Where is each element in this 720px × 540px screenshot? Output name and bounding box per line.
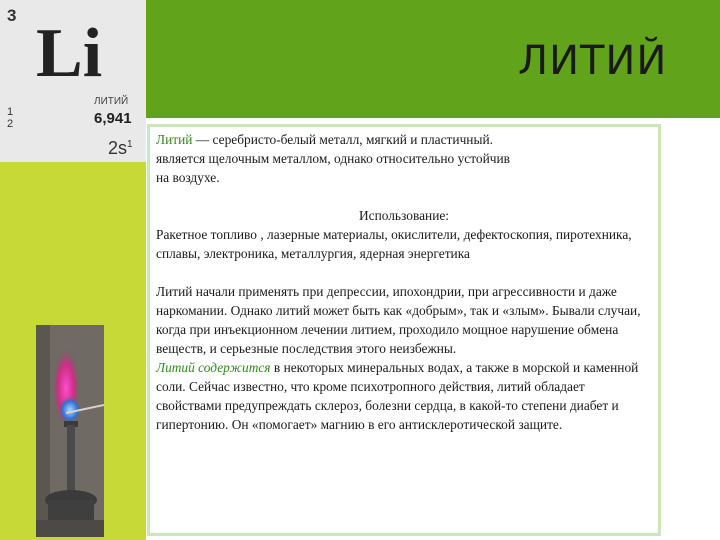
- content-text-box: [147, 124, 661, 536]
- contains-paragraph: [156, 358, 652, 434]
- contains-text: в некоторых минеральных водах, а также в морской и каменной соли. Сейчас известно, что кроме психотропного действия, литий обладает свойствами предупреждать склероз, болезни сердца, в какой-то степени диабет и гипертонию. Он «помогает» магнию в его антисклеротической защите.: [156, 360, 639, 432]
- contains-label: Литий содержится: [156, 360, 271, 375]
- medical-paragraph: Литий начали применять при депрессии, ипохондрии, при агрессивности и даже наркомании. Однако литий может быть как «добрым», так и «злым». Бывали случаи, когда при инъекционном лечении литием, проходило мощное нарушение обмена веществ, и серьезные последствия этого неизбежны.: [156, 284, 641, 356]
- slide-title: ЛИТИЙ: [518, 38, 668, 84]
- periodic-element-card: [0, 0, 146, 162]
- element-symbol: Li: [36, 15, 103, 92]
- lithium-name-highlight: Литий: [156, 132, 193, 147]
- config-base: 2s: [108, 138, 128, 158]
- intro-line-3: на воздухе.: [156, 170, 220, 185]
- intro-paragraph: [156, 130, 652, 149]
- atomic-number: 3: [7, 6, 17, 25]
- usage-text: Ракетное топливо , лазерные материалы, окислители, дефектоскопия, пиротехника, сплавы, электроника, металлургия, ядерная энергетика: [156, 227, 632, 261]
- burner-flame-image: [36, 325, 104, 537]
- flame-photo: [36, 325, 104, 537]
- element-name: ЛИТИЙ: [94, 96, 129, 107]
- atomic-mass: 6,941: [94, 110, 132, 127]
- intro-text: — серебристо-белый металл, мягкий и пластичный.: [192, 132, 493, 147]
- intro-line-2: является щелочным металлом, однако относительно устойчив: [156, 151, 510, 166]
- shell-number-1: 1: [7, 106, 14, 118]
- config-superscript: 1: [127, 139, 133, 150]
- shell-number-2: 2: [7, 118, 14, 130]
- electron-configuration: [108, 138, 133, 159]
- usage-heading: Использование:: [358, 208, 450, 223]
